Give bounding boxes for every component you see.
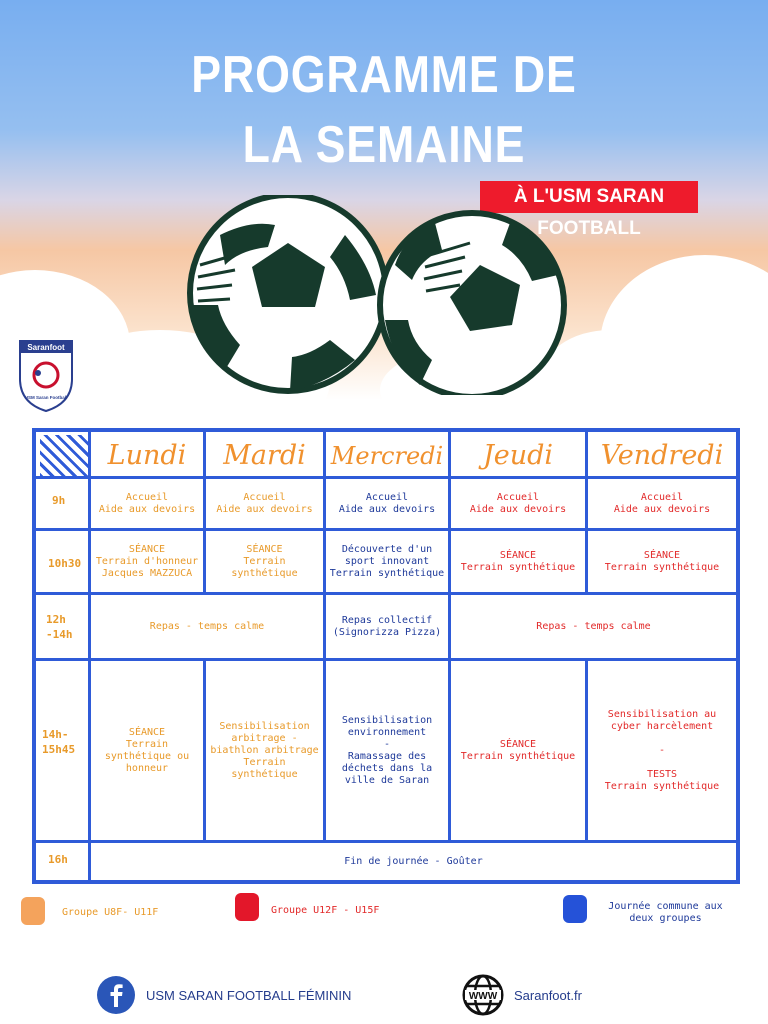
legend-swatch-red	[235, 893, 259, 921]
time-slot: 14h- 15h45	[42, 728, 76, 756]
cell-wednesday-14h: Sensibilisation environnement - Ramassage des déchets dans la ville de Saran	[341, 714, 433, 786]
logo-name: Saranfoot	[27, 343, 65, 352]
legend-swatch-orange	[21, 897, 45, 925]
cell-tuesday-10h30: SÉANCE Terrain synthétique	[231, 543, 298, 579]
time-slot: 10h30	[48, 557, 82, 570]
time-slot: 16h	[48, 853, 68, 866]
cell-lunch-group2: Repas - temps calme	[536, 620, 651, 632]
legend-common: Journée commune aux deux groupes	[608, 901, 723, 924]
cell-tuesday-9h: Accueil Aide aux devoirs	[216, 491, 313, 515]
facebook-link[interactable]: USM SARAN FOOTBALL FÉMININ	[146, 988, 352, 1003]
day-header-tuesday: Mardi	[223, 440, 306, 471]
cell-friday-10h30: SÉANCE Terrain synthétique	[604, 549, 720, 573]
cell-tuesday-14h: Sensibilisation arbitrage - biathlon arbitrage Terrain synthétique	[210, 720, 319, 780]
logo-caption: USM Saran Football	[24, 395, 68, 400]
time-slot: 12h -14h	[46, 613, 73, 641]
legend-swatch-blue	[563, 895, 587, 923]
cell-monday-10h30: SÉANCE Terrain d'honneur Jacques MAZZUCA	[95, 543, 199, 579]
day-header-monday: Lundi	[107, 440, 187, 471]
cell-wednesday-9h: Accueil Aide aux devoirs	[338, 491, 436, 515]
cell-monday-14h: SÉANCE Terrain synthétique ou honneur	[104, 726, 190, 774]
soccer-ball-icon	[380, 213, 564, 395]
cell-lunch-common: Repas collectif (Signorizza Pizza)	[332, 614, 442, 638]
time-slot: 9h	[52, 494, 66, 507]
globe-www-icon[interactable]	[462, 974, 504, 1016]
cell-lunch-group1: Repas - temps calme	[149, 620, 265, 632]
cell-friday-14h: Sensibilisation au cyber harcèlement - TESTS Terrain synthétique	[604, 708, 720, 792]
legend-group2: Groupe U12F - U15F	[271, 905, 380, 916]
day-header-thursday: Jeudi	[482, 440, 554, 471]
legend-group1: Groupe U8F- U11F	[62, 907, 159, 918]
cell-wednesday-10h30: Découverte d'un sport innovant Terrain synthétique	[329, 543, 445, 579]
weekly-schedule	[32, 428, 740, 884]
facebook-icon[interactable]	[96, 975, 136, 1015]
cell-monday-9h: Accueil Aide aux devoirs	[98, 491, 196, 515]
svg-text:WWW: WWW	[468, 991, 498, 1002]
cell-thursday-9h: Accueil Aide aux devoirs	[469, 491, 567, 515]
day-header-friday: Vendredi	[600, 440, 724, 471]
page-title-line1: PROGRAMME DE	[191, 46, 577, 104]
soccer-balls-illustration	[180, 195, 600, 395]
soccer-ball-icon	[190, 195, 386, 391]
website-link[interactable]: Saranfoot.fr	[514, 988, 582, 1003]
cell-friday-9h: Accueil Aide aux devoirs	[613, 491, 711, 515]
cell-thursday-10h30: SÉANCE Terrain synthétique	[460, 549, 576, 573]
club-banner: À L'USM SARAN FOOTBALL	[480, 181, 698, 213]
cell-end-of-day: Fin de journée - Goûter	[344, 855, 483, 867]
day-header-wednesday: Mercredi	[330, 442, 444, 470]
page-title-line2: LA SEMAINE	[242, 116, 526, 174]
cell-thursday-14h: SÉANCE Terrain synthétique	[460, 738, 576, 762]
hatched-corner	[40, 435, 90, 477]
saranfoot-logo	[16, 333, 76, 413]
